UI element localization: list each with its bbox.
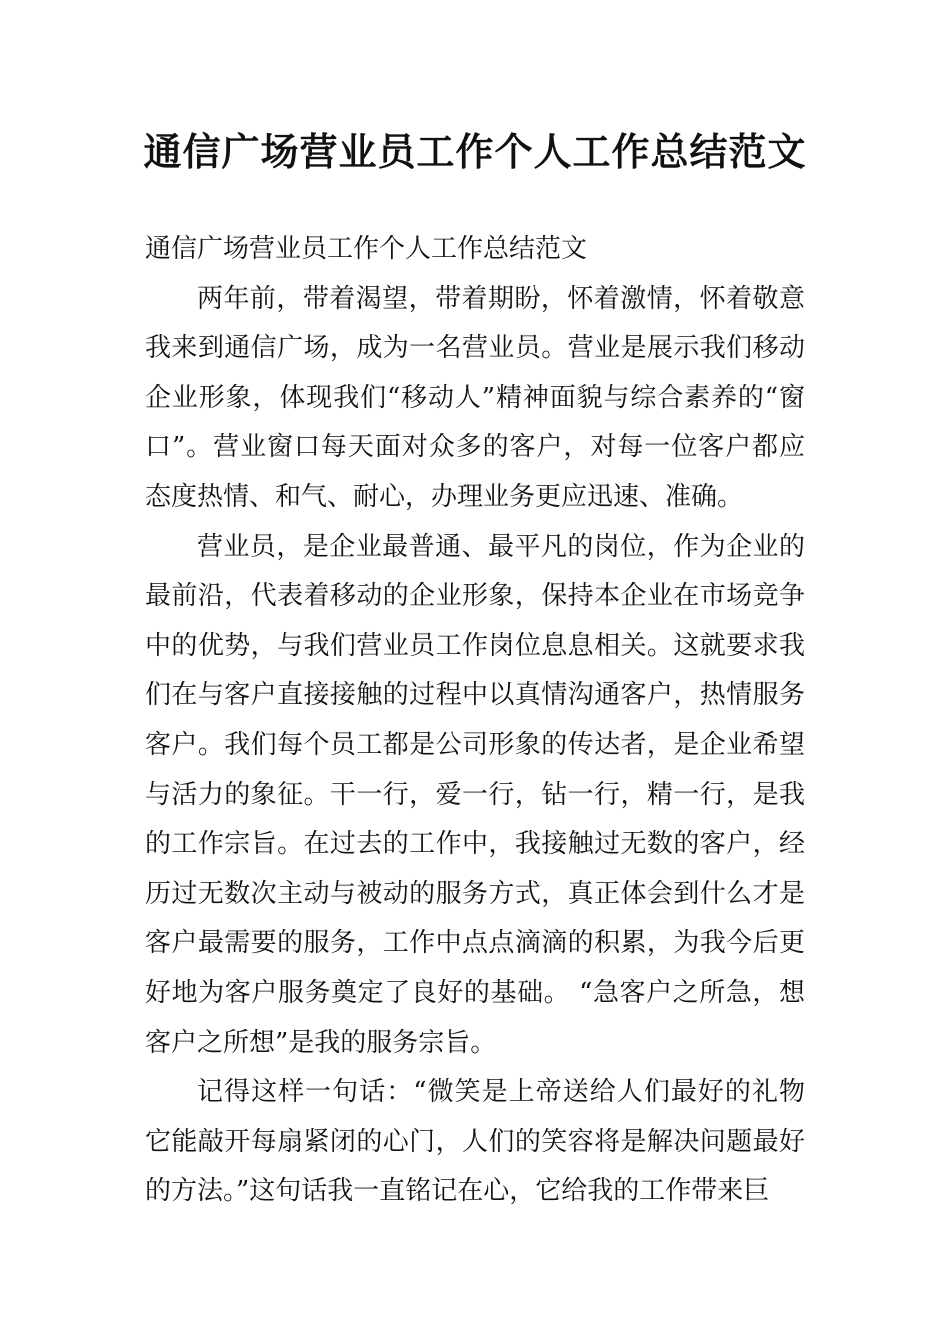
paragraph-3: 记得这样一句话：“微笑是上帝送给人们最好的礼物它能敲开每扇紧闭的心门，人们的笑容将是解决问题最好的方法。”这句话我一直铭记在心，它给我的工作带来巨 <box>145 1077 805 1207</box>
document-title: 通信广场营业员工作个人工作总结范文 <box>143 130 807 174</box>
paragraph-2: 营业员，是企业最普通、最平凡的岗位，作为企业的最前沿，代表着移动的企业形象，保持本企业在市场竞争中的优势，与我们营业员工作岗位息息相关。这就要求我们在与客户直接接触的过程中以真情沟通客户，热情服务客户。我们每个员工都是公司形象的传达者，是企业希望与活力的象征。干一行，爱一行，钻一行，精一行，是我的工作宗旨。在过去的工作中，我接触过无数的客户，经历过无数次主动与被动的服务方式，真正体会到什么才是客户最需要的服务，工作中点点滴滴的积累，为我今后更好地为客户服务奠定了良好的基础。 “急客户之所急，想客户之所想”是我的服务宗旨。 <box>145 531 805 1058</box>
paragraph-1: 两年前，带着渴望，带着期盼，怀着激情，怀着敬意我来到通信广场，成为一名营业员。营业是展示我们移动企业形象，体现我们“移动人”精神面貌与综合素养的“窗口”。营业窗口每天面对众多的客户，对每一位客户都应态度热情、和气、耐心，办理业务更应迅速、准确。 <box>145 283 805 512</box>
document-subtitle: 通信广场营业员工作个人工作总结范文 <box>145 234 588 264</box>
document-body <box>145 225 805 1217</box>
